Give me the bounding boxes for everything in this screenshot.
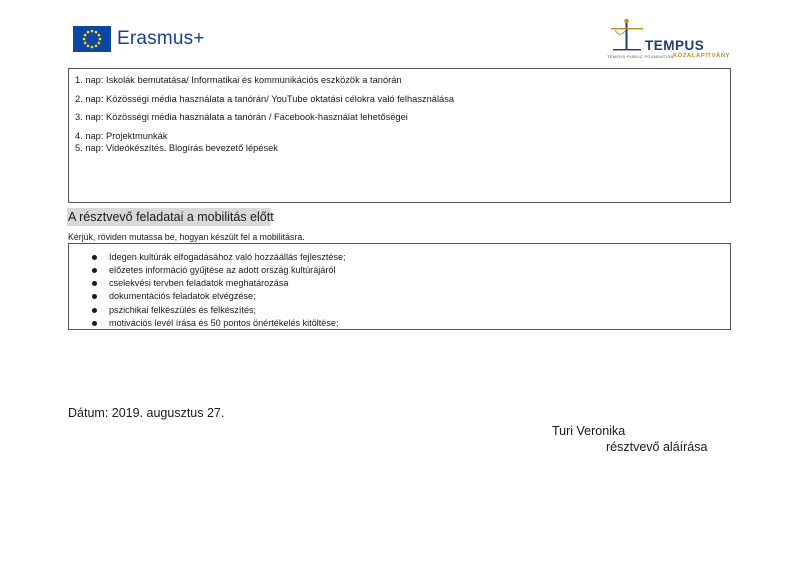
- bullet-icon: [92, 281, 97, 286]
- erasmus-plus-logo: [73, 25, 205, 53]
- list-item: [69, 251, 730, 264]
- tempus-logo-small-text: TEMPUS PUBLIC FOUNDATION: [607, 54, 674, 59]
- task-text: motivációs levél írása és 50 pontos önértékelés kitöltése;: [109, 318, 339, 328]
- program-box: [68, 68, 731, 203]
- task-text: előzetes információ gyűjtése az adott ország kultúrájáról: [109, 265, 336, 275]
- bullet-icon: [92, 268, 97, 273]
- task-text: Idegen kultúrák elfogadásához való hozzáállás fejlesztése;: [109, 252, 346, 262]
- list-item: [69, 290, 730, 303]
- section-heading: A résztvevő feladatai a mobilitás előtt: [68, 210, 274, 224]
- bullet-icon: [92, 321, 97, 326]
- signer-name: Turi Veronika: [552, 424, 626, 438]
- list-item: [69, 304, 730, 317]
- program-day-1: 1. nap: Iskolák bemutatása/ Informatikai és kommunikációs eszközök a tanórán: [75, 75, 402, 85]
- list-item: [69, 264, 730, 277]
- bullet-icon: [92, 308, 97, 313]
- task-text: dokumentációs feladatok elvégzése;: [109, 291, 256, 301]
- tasks-box: [68, 243, 731, 330]
- program-day-3: 3. nap: Közösségi média használata a tanórán / Facebook-használat lehetőségei: [75, 112, 408, 122]
- list-item: [69, 317, 730, 330]
- list-item: [69, 277, 730, 290]
- bullet-icon: [92, 255, 97, 260]
- tempus-logo-subtitle: KÖZALAPÍTVÁNY: [673, 53, 731, 59]
- bullet-icon: [92, 294, 97, 299]
- date-line: Dátum: 2019. augusztus 27.: [68, 406, 225, 420]
- program-day-5: 5. nap: Videókészítés. Blogírás bevezető lépések: [75, 143, 278, 153]
- signer-role: résztvevő aláírása: [606, 440, 708, 454]
- tempus-logo: [605, 18, 735, 62]
- program-day-4: 4. nap: Projektmunkák: [75, 131, 168, 141]
- program-day-2: 2. nap: Közösségi média használata a tanórán/ YouTube oktatási célokra való felhasználása: [75, 94, 455, 104]
- eu-flag-icon: [73, 26, 111, 52]
- section-intro: Kérjük, röviden mutassa be, hogyan készült fel a mobilitásra.: [68, 232, 305, 242]
- tempus-scale-icon: [607, 18, 647, 54]
- task-text: pszichikai felkészülés és felkészítés;: [109, 305, 257, 315]
- task-text: cselekvési tervben feladatok meghatározása: [109, 278, 289, 288]
- erasmus-logo-text: Erasmus+: [117, 28, 205, 49]
- tempus-logo-text: TEMPUS: [645, 38, 705, 53]
